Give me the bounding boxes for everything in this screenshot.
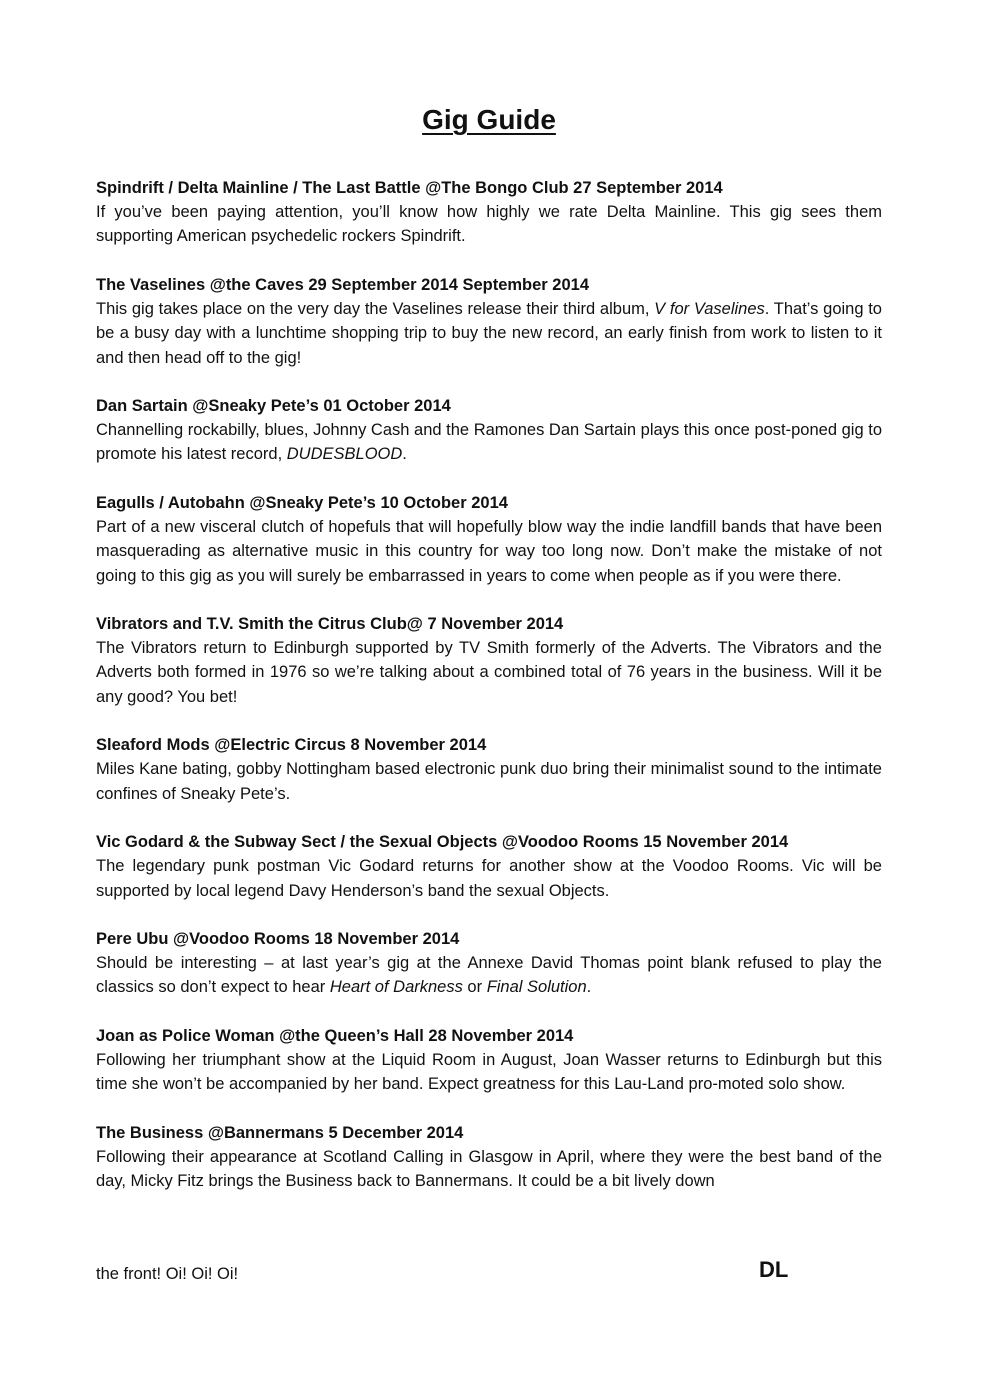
gig-heading: Eagulls / Autobahn @Sneaky Pete’s 10 October 2014 [96,493,508,512]
gig-description: Part of a new visceral clutch of hopefuls that will hopefully blow way the indie landfill bands that have been masquerading as alternative music in this country for way too long now. Don’t make the mistake of not going to this gig as you will surely be embarrassed in years to come when people as if you were there. [96,517,882,585]
gig-description: Miles Kane bating, gobby Nottingham based electronic punk duo bring their minimalist sound to the intimate confines of Sneaky Pete’s. [96,760,882,803]
gig-heading: The Business @Bannermans 5 December 2014 [96,1123,464,1142]
gig-description: The Vibrators return to Edinburgh supported by TV Smith formerly of the Adverts. The Vibrators and the Adverts both formed in 1976 so we’re talking about a combined total of 76 years in the business. Will it be any good? You bet! [96,639,882,706]
gig-entry [96,273,882,370]
gig-entry [96,491,882,588]
song-title: Heart of Darkness [329,978,463,997]
gig-heading: Vibrators and T.V. Smith the Citrus Club@ 7 November 2014 [96,615,564,634]
gig-entry [96,176,882,249]
gig-entry [96,830,882,903]
gig-entry [96,612,882,709]
author-initials: DL [759,1257,789,1282]
gig-description-continued: the front! Oi! Oi! Oi! [96,1265,239,1283]
song-title: Final Solution [486,978,587,997]
gig-heading: Spindrift / Delta Mainline / The Last Battle @The Bongo Club 27 September 2014 [96,179,723,197]
gig-entry [96,927,882,1000]
gig-description: Following their appearance at Scotland Calling in Glasgow in April, where they were the best band of the day, Micky Fitz brings the Business back to Bannermans. It could be a bit lively down [96,1147,882,1190]
gig-list [96,176,882,1217]
gig-description: If you’ve been paying attention, you’ll know how highly we rate Delta Mainline. This gig sees them supporting American psychedelic rockers Spindrift. [96,203,882,246]
gig-description: Following her triumphant show at the Liquid Room in August, Joan Wasser returns to Edinburgh but this time she won’t be accompanied by her band. Expect greatness for this Lau-Land pro-moted solo show. [96,1050,882,1094]
gig-entry [96,1024,882,1097]
gig-heading: The Vaselines @the Caves 29 September 2014 September 2014 [96,275,590,294]
gig-description: The legendary punk postman Vic Godard returns for another show at the Voodoo Rooms. Vic will be supported by local legend Davy Henderson’s band the sexual Objects. [96,857,882,900]
gig-heading: Dan Sartain @Sneaky Pete’s 01 October 2014 [96,397,451,416]
gig-heading: Joan as Police Woman @the Queen’s Hall 28 November 2014 [96,1026,574,1045]
album-title: V for Vaselines [654,299,765,318]
gig-entry [96,1121,882,1194]
gig-heading: Vic Godard & the Subway Sect / the Sexual Objects @Voodoo Rooms 15 November 2014 [96,833,789,852]
page-title: Gig Guide [422,104,556,135]
gig-description: Should be interesting – at last year’s gig at the Annexe David Thomas point blank refused to play the classics so don’t expect to hear Heart of Darkness or Final Solution. [96,953,882,997]
album-title: DUDESBLOOD [286,445,403,464]
gig-entry [96,394,882,467]
gig-description: This gig takes place on the very day the Vaselines release their third album, V for Vaselines. That’s going to be a busy day with a lunchtime shopping trip to buy the new record, an early finish from work to listen to it and then head off to the gig! [96,299,882,367]
gig-heading: Pere Ubu @Voodoo Rooms 18 November 2014 [96,929,460,948]
gig-entry [96,733,882,806]
gig-description: Channelling rockabilly, blues, Johnny Cash and the Ramones Dan Sartain plays this once post-poned gig to promote his latest record, DUDESBLOOD. [96,421,882,464]
gig-heading: Sleaford Mods @Electric Circus 8 November 2014 [96,736,487,755]
